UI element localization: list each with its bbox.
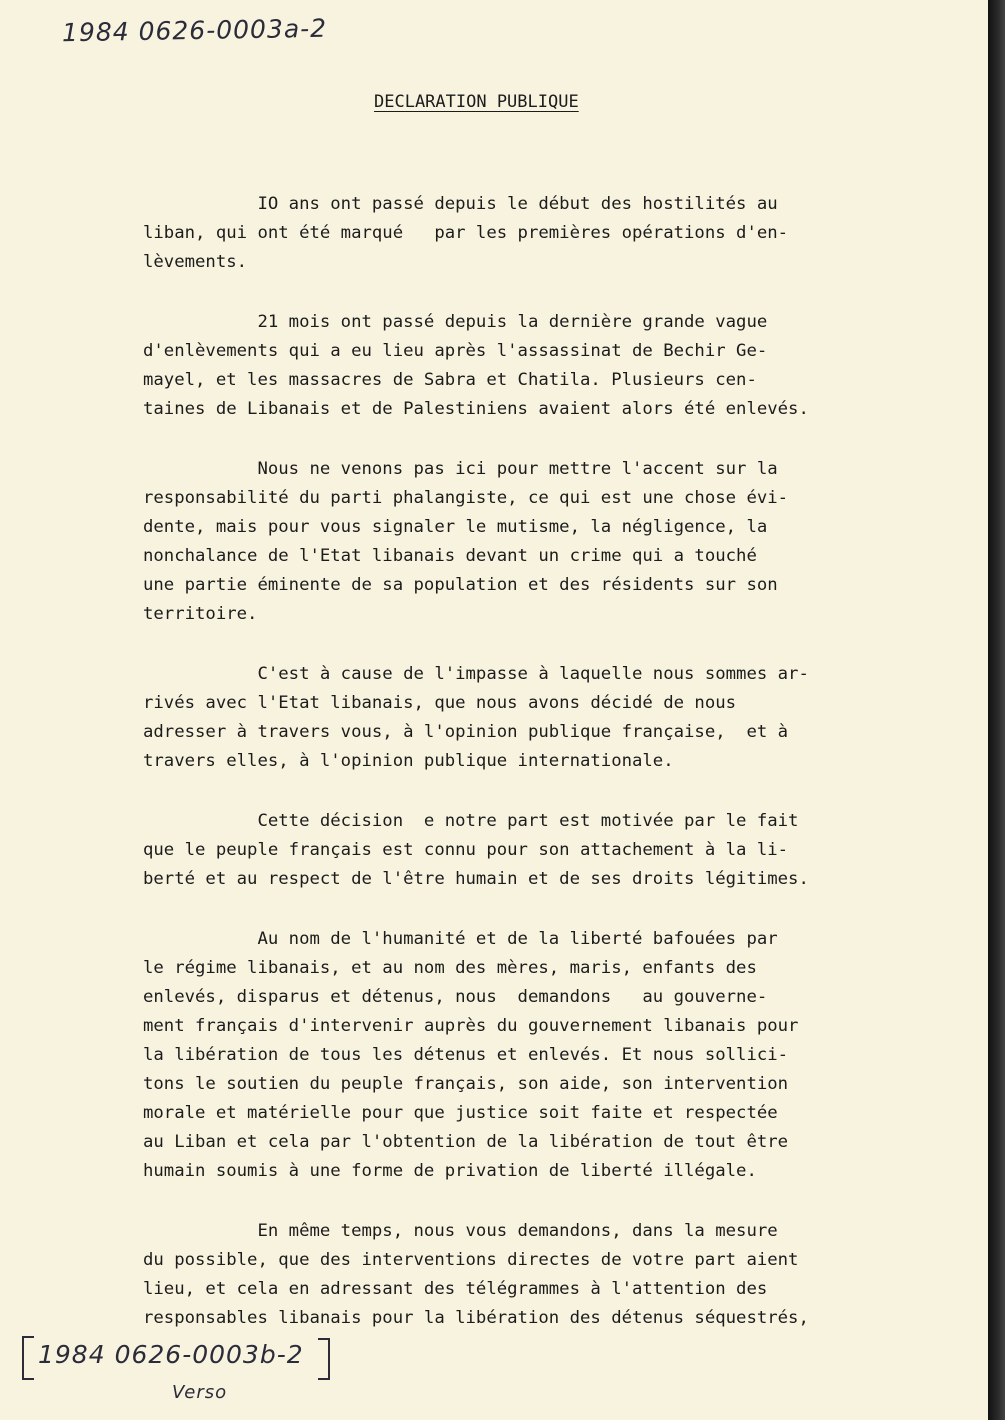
text-line: C'est à cause de l'impasse à laquelle nous sommes ar- [143, 664, 809, 684]
text-line: lèvements. [143, 252, 248, 272]
text-line: Nous ne venons pas ici pour mettre l'accent sur la [143, 459, 778, 479]
text-line: dente, mais pour vous signaler le mutisme, la négligence, la [143, 517, 768, 537]
text-line: que le peuple français est connu pour son attachement à la li- [143, 840, 789, 860]
paragraph [143, 308, 933, 424]
handwritten-reference-top: 1984 0626-0003a-2 [61, 13, 328, 48]
text-line: ment français d'intervenir auprès du gouvernement libanais pour [143, 1016, 799, 1036]
text-line: le régime libanais, et au nom des mères, maris, enfants des [143, 958, 757, 978]
text-line: humain soumis à une forme de privation de liberté illégale. [143, 1161, 757, 1181]
text-line: mayel, et les massacres de Sabra et Chatila. Plusieurs cen- [143, 370, 757, 390]
text-line: du possible, que des interventions directes de votre part aient [143, 1250, 799, 1270]
text-line: 21 mois ont passé depuis la dernière grande vague [143, 312, 768, 332]
text-line: taines de Libanais et de Palestiniens avaient alors été enlevés. [143, 399, 809, 419]
text-line: enlevés, disparus et détenus, nous demandons au gouverne- [143, 987, 768, 1007]
paragraph [143, 1217, 933, 1333]
bracket-right [318, 1338, 330, 1380]
text-line: d'enlèvements qui a eu lieu après l'assassinat de Bechir Ge- [143, 341, 768, 361]
text-line: la libération de tous les détenus et enlevés. Et nous sollici- [143, 1045, 789, 1065]
text-line: rivés avec l'Etat libanais, que nous avons décidé de nous [143, 693, 737, 713]
text-line: En même temps, nous vous demandons, dans la mesure [143, 1221, 778, 1241]
text-line: adresser à travers vous, à l'opinion publique française, et à [143, 722, 789, 742]
handwritten-reference-bottom-number: 1984 0626-0003b-2 [38, 1340, 304, 1369]
text-line: morale et matérielle pour que justice soit faite et respectée [143, 1103, 778, 1123]
paragraph [143, 925, 933, 1186]
text-line: tons le soutien du peuple français, son aide, son intervention [143, 1074, 789, 1094]
bracket-left [22, 1336, 34, 1380]
document-title: DECLARATION PUBLIQUE [374, 92, 579, 112]
text-line: responsables libanais pour la libération des détenus séquestrés, [143, 1308, 809, 1328]
text-line: au Liban et cela par l'obtention de la libération de tout être [143, 1132, 789, 1152]
text-line: IO ans ont passé depuis le début des hostilités au [143, 194, 778, 214]
document-body [143, 190, 933, 1364]
paragraph [143, 660, 933, 776]
paragraph [143, 190, 933, 277]
text-line: berté et au respect de l'être humain et de ses droits légitimes. [143, 869, 809, 889]
text-line: une partie éminente de sa population et des résidents sur son [143, 575, 778, 595]
paragraph [143, 455, 933, 629]
text-line: liban, qui ont été marqué par les premières opérations d'en- [143, 223, 789, 243]
text-line: territoire. [143, 604, 258, 624]
text-line: responsabilité du parti phalangiste, ce qui est une chose évi- [143, 488, 789, 508]
text-line: travers elles, à l'opinion publique internationale. [143, 751, 674, 771]
scan-edge [988, 0, 1005, 1420]
text-line: Au nom de l'humanité et de la liberté bafouées par [143, 929, 778, 949]
text-line: Cette décision e notre part est motivée par le fait [143, 811, 799, 831]
paragraph [143, 807, 933, 894]
text-line: nonchalance de l'Etat libanais devant un crime qui a touché [143, 546, 757, 566]
handwritten-verso-note: Verso [172, 1382, 228, 1403]
handwritten-reference-bottom [22, 1336, 332, 1406]
text-line: lieu, et cela en adressant des télégrammes à l'attention des [143, 1279, 768, 1299]
